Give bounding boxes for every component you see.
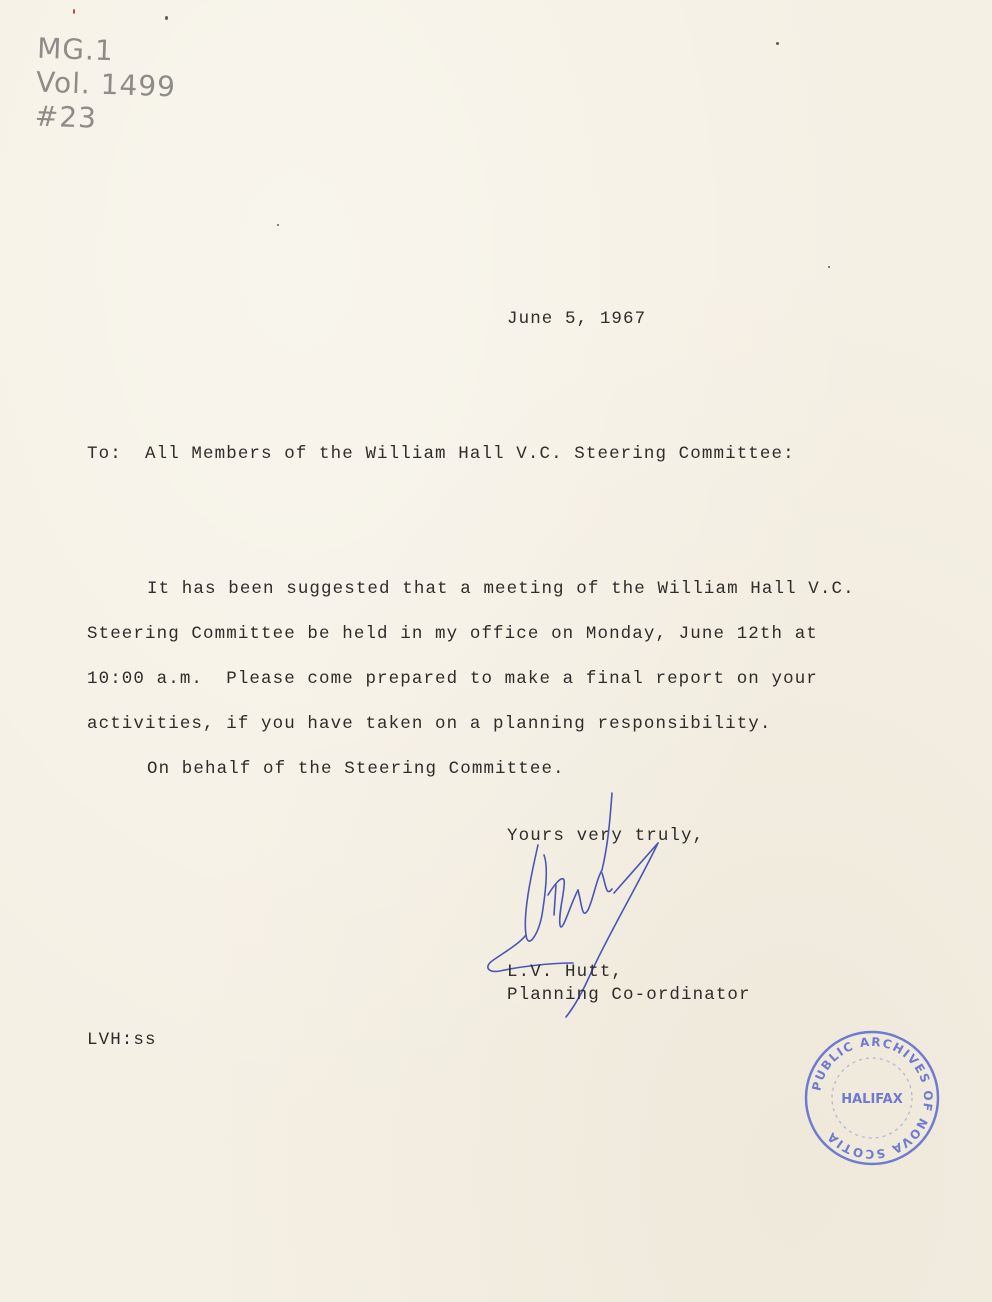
body-line-5: On behalf of the Steering Committee. — [147, 759, 565, 779]
body-line-4: activities, if you have taken on a planning responsibility. — [87, 714, 772, 734]
body-line-2: Steering Committee be held in my office on Monday, June 12th at — [87, 624, 818, 644]
archive-ref-line-1: MG.1 — [36, 31, 115, 68]
archive-ref-line-3: #23 — [34, 99, 98, 135]
archive-ref-line-2: Vol. 1499 — [35, 65, 177, 104]
body-line-1: It has been suggested that a meeting of the William Hall V.C. — [147, 579, 855, 599]
paper-speck — [165, 16, 168, 20]
signer-name: L.V. Hutt, — [507, 962, 624, 982]
reference-initials: LVH:ss — [87, 1030, 157, 1050]
stamp-center-text: HALIFAX — [841, 1092, 903, 1107]
paper-speck — [73, 9, 75, 14]
paper-speck — [277, 224, 279, 226]
letter-closing: Yours very truly, — [507, 826, 705, 846]
archive-reference — [34, 32, 177, 139]
stamp-ring-text: PUBLIC ARCHIVES OF NOVA SCOTIA — [809, 1034, 936, 1162]
letter-date: June 5, 1967 — [507, 309, 647, 329]
body-line-3: 10:00 a.m. Please come prepared to make a final report on your — [87, 669, 818, 689]
recipient-line: To: All Members of the William Hall V.C. Steering Committee: — [87, 444, 795, 464]
paper-speck — [776, 42, 779, 45]
signer-title: Planning Co-ordinator — [507, 985, 751, 1005]
archives-stamp — [802, 1028, 942, 1168]
paper-speck — [828, 266, 830, 268]
